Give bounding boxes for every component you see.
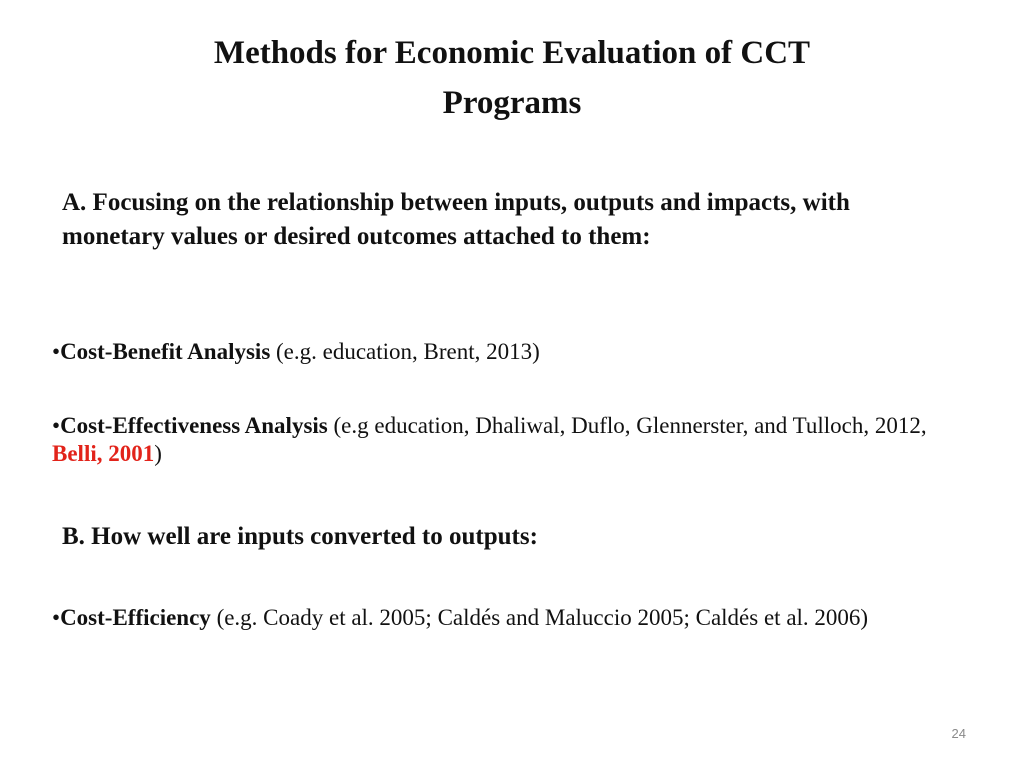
section-a-heading: A. Focusing on the relationship between inputs, outputs and impacts, with monetary values or desired outcomes attached to them:	[62, 189, 850, 250]
bullet-marker: •	[52, 605, 61, 630]
bullet-detail: (e.g education, Dhaliwal, Duflo, Glennerster, and Tulloch, 2012,	[327, 413, 927, 438]
bullet-marker: •	[52, 339, 61, 364]
bullet-detail: (e.g. education, Brent, 2013)	[270, 339, 540, 364]
bullet-cost-effectiveness	[52, 412, 972, 468]
bullet-term: Cost-Effectiveness Analysis	[60, 413, 328, 438]
page-number: 24	[951, 726, 966, 741]
slide-title	[100, 28, 924, 128]
bullet-marker: •	[52, 413, 61, 438]
slide-title-line-2: Programs	[442, 85, 582, 121]
section-b-heading: B. How well are inputs converted to outputs:	[62, 523, 538, 550]
bullet-detail: (e.g. Coady et al. 2005; Caldés and Maluccio 2005; Caldés et al. 2006)	[210, 605, 869, 630]
bullet-term: Cost-Efficiency	[60, 605, 211, 630]
bullet-term: Cost-Benefit Analysis	[60, 339, 271, 364]
bullet-cost-benefit	[52, 338, 972, 366]
bullet-cost-efficiency	[52, 604, 972, 632]
bullet-closing-paren: )	[154, 441, 162, 466]
slide-title-line-1: Methods for Economic Evaluation of CCT	[213, 35, 811, 71]
highlighted-citation: Belli, 2001	[52, 441, 155, 466]
